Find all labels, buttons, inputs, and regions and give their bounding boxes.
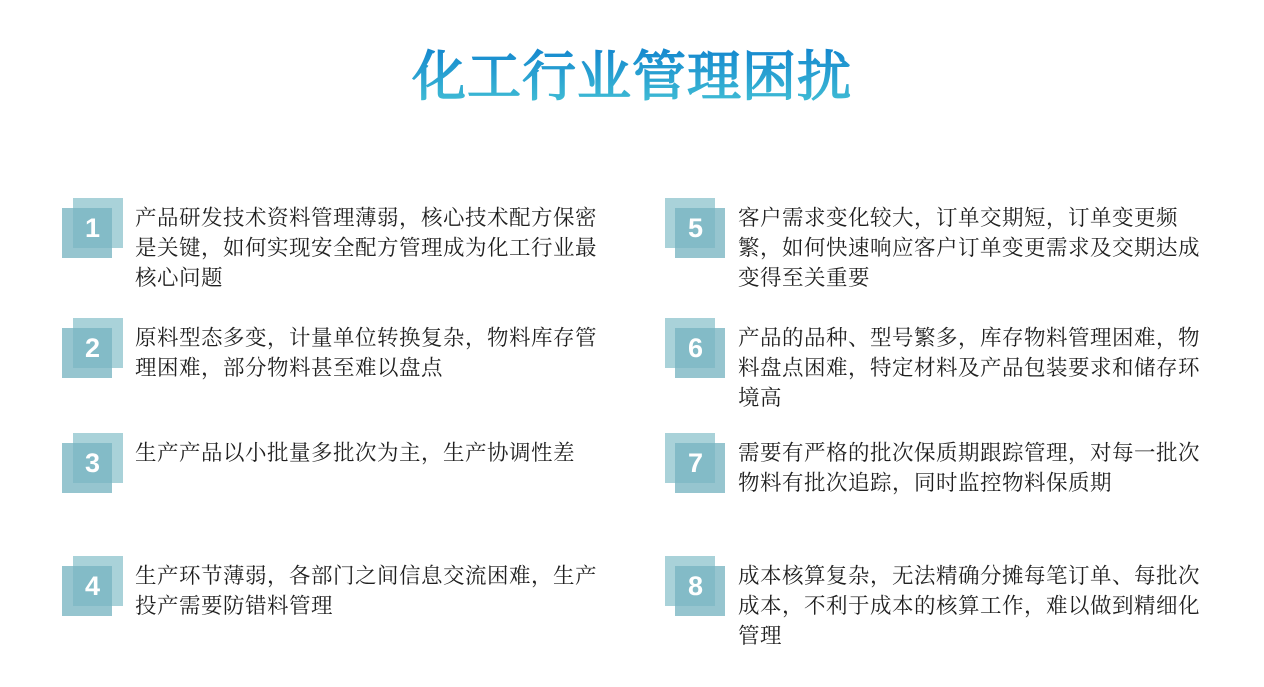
item-text: 客户需求变化较大，订单交期短，订单变更频繁，如何快速响应客户订单变更需求及交期达成变得至关重要 [738,206,1201,290]
item-number-badge [665,556,726,617]
item-number-badge [62,198,123,259]
pain-point-item [62,198,607,308]
item-number: 1 [84,213,101,243]
item-text: 生产产品以小批量多批次为主，生产协调性差 [135,441,576,465]
item-number: 7 [687,448,704,478]
item-number: 2 [84,333,101,363]
item-number: 3 [84,448,101,478]
item-number: 5 [687,213,704,243]
pain-point-item [665,556,1210,666]
item-number: 6 [687,333,704,363]
pain-point-item [665,433,1210,543]
item-number-badge [665,318,726,379]
pain-point-item [62,556,607,666]
item-text: 产品的品种、型号繁多，库存物料管理困难，物料盘点困难，特定材料及产品包装要求和储存环境高 [738,326,1201,410]
item-number: 8 [687,571,704,601]
item-text: 生产环节薄弱，各部门之间信息交流困难，生产投产需要防错料管理 [135,564,598,618]
item-number-badge [665,198,726,259]
pain-point-item [665,318,1210,428]
pain-point-item [62,318,607,428]
pain-point-item [665,198,1210,308]
item-number-badge [62,318,123,379]
item-number-badge [62,556,123,617]
page-title: 化工行业管理困扰 [0,44,1264,110]
item-number-badge [62,433,123,494]
item-text: 成本核算复杂，无法精确分摊每笔订单、每批次成本，不利于成本的核算工作，难以做到精细化管理 [738,564,1201,648]
item-text: 产品研发技术资料管理薄弱，核心技术配方保密是关键，如何实现安全配方管理成为化工行业最核心问题 [135,206,598,290]
pain-point-item [62,433,607,543]
item-text: 需要有严格的批次保质期跟踪管理，对每一批次物料有批次追踪，同时监控物料保质期 [738,441,1201,495]
item-text: 原料型态多变，计量单位转换复杂，物料库存管理困难，部分物料甚至难以盘点 [135,326,598,380]
item-number-badge [665,433,726,494]
item-number: 4 [84,571,101,601]
